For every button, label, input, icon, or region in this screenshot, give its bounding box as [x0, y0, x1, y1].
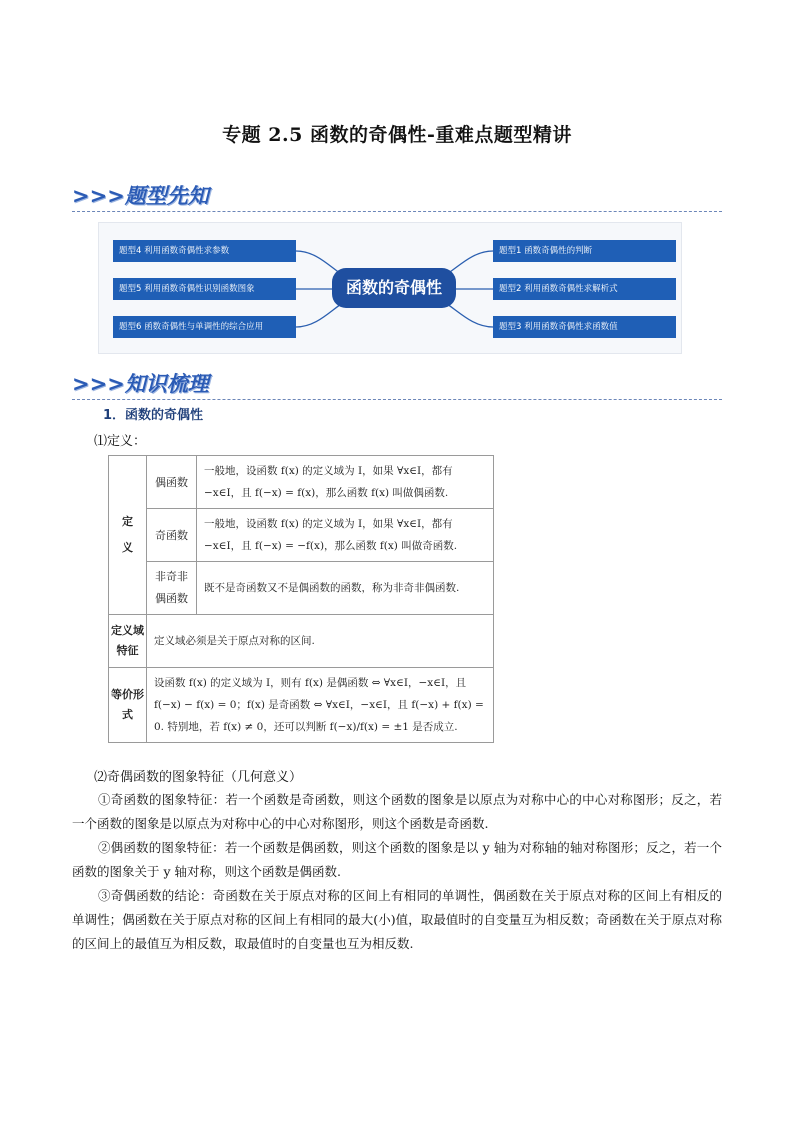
- content-cell: 定义域必须是关于原点对称的区间.: [147, 615, 494, 668]
- section-heading-text: >>>题型先知: [72, 184, 209, 208]
- content-cell: 设函数 f(x) 的定义域为 I，则有 f(x) 是偶函数 ⇔ ∀x∈I，−x∈I，且 f(−x) − f(x) = 0；f(x) 是奇函数 ⇔ ∀x∈I，−x∈I，且 f(−x) + f(x) = 0. 特别地，若 f(x) ≠ 0，还可以判断 f(−x)/f(x) = ±1 是否成立.: [147, 668, 494, 743]
- content-cell: 一般地，设函数 f(x) 的定义域为 I，如果 ∀x∈I，都有 −x∈I，且 f(−x) = f(x)，那么函数 f(x) 叫做偶函数.: [197, 456, 494, 509]
- row-header-domain: 定义域特征: [109, 615, 147, 668]
- definition-table: [108, 455, 494, 743]
- type-cell: 偶函数: [147, 456, 197, 509]
- mind-map-topic-6: 题型6 函数奇偶性与单调性的综合应用: [113, 316, 296, 338]
- table-row: [109, 509, 494, 562]
- table-row: [109, 668, 494, 743]
- type-cell: 非奇非偶函数: [147, 562, 197, 615]
- mind-map-topic-4: 题型4 利用函数奇偶性求参数: [113, 240, 296, 262]
- paragraph-conclusion: ③奇偶函数的结论：奇函数在关于原点对称的区间上有相同的单调性，偶函数在关于原点对称的区间上有相反的单调性；偶函数在关于原点对称的区间上有相同的最大(小)值，取最值时的自变量互为相反数；奇函数在关于原点对称的区间上的最值互为相反数，取最值时的自变量也互为相反数.: [72, 888, 722, 951]
- content-cell: 一般地，设函数 f(x) 的定义域为 I，如果 ∀x∈I，都有 −x∈I，且 f(−x) = −f(x)，那么函数 f(x) 叫做奇函数.: [197, 509, 494, 562]
- dashed-divider: [72, 211, 722, 212]
- paragraph-even: ②偶函数的图象特征：若一个函数是偶函数，则这个函数的图象是以 y 轴为对称轴的轴对称图形；反之，若一个函数的图象关于 y 轴对称，则这个函数是偶函数.: [72, 840, 722, 879]
- table-row: [109, 562, 494, 615]
- subheading: 1．函数的奇偶性: [103, 408, 204, 423]
- table-row: [109, 456, 494, 509]
- section-header-knowledge: [72, 368, 722, 400]
- definition-label: ⑴定义：: [94, 434, 147, 449]
- section-header-overview: [72, 180, 722, 212]
- content-cell: 既不是奇函数又不是偶函数的函数，称为非奇非偶函数.: [197, 562, 494, 615]
- mind-map-topic-5: 题型5 利用函数奇偶性识别函数图象: [113, 278, 296, 300]
- mind-map-topic-1: 题型1 函数奇偶性的判断: [493, 240, 676, 262]
- paragraph-odd: ①奇函数的图象特征：若一个函数是奇函数，则这个函数的图象是以原点为对称中心的中心对称图形；反之，若一个函数的图象是以原点为对称中心的中心对称图形，则这个函数是奇函数.: [72, 792, 722, 831]
- page-title: 专题 2.5 函数的奇偶性-重难点题型精讲: [222, 124, 572, 146]
- section-heading-text: >>>知识梳理: [72, 372, 209, 396]
- dashed-divider: [72, 399, 722, 400]
- row-header-equivalent: 等价形式: [109, 668, 147, 743]
- mind-map: [98, 222, 682, 354]
- mind-map-topic-2: 题型2 利用函数奇偶性求解析式: [493, 278, 676, 300]
- mind-map-center: 函数的奇偶性: [332, 268, 456, 308]
- geometry-label: ⑵奇偶函数的图象特征（几何意义）: [94, 770, 303, 785]
- table-row: [109, 615, 494, 668]
- mind-map-topic-3: 题型3 利用函数奇偶性求函数值: [493, 316, 676, 338]
- type-cell: 奇函数: [147, 509, 197, 562]
- row-header-definition: 定 义: [109, 456, 147, 615]
